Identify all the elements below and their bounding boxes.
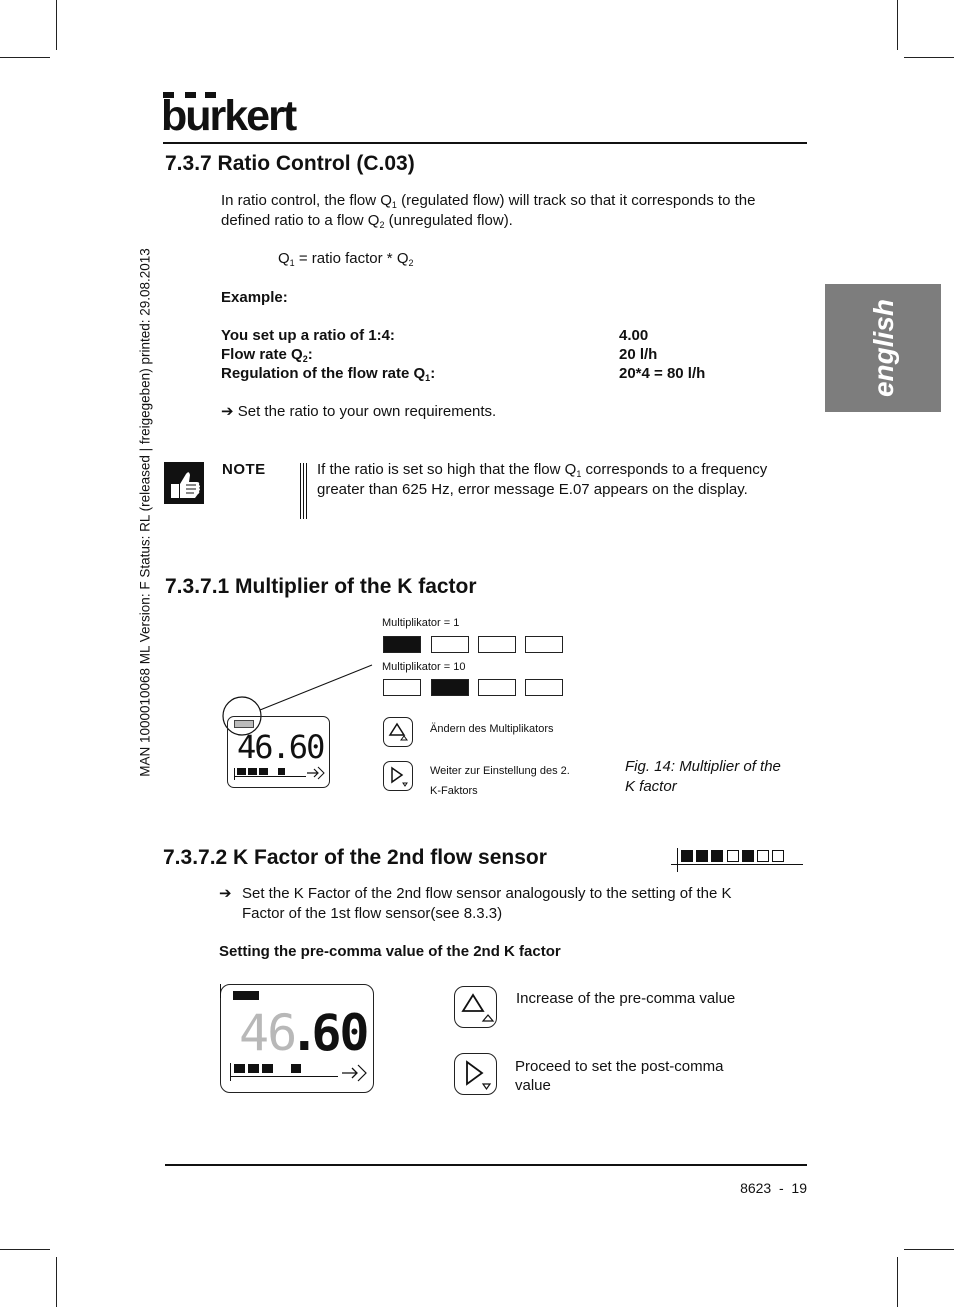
- increase-button-label: Increase of the pre-comma value: [516, 990, 736, 1007]
- mult10-label: Multiplikator = 10: [382, 661, 466, 673]
- indicator-segment: [431, 636, 469, 653]
- subheading-pre-comma: Setting the pre-comma value of the 2nd K factor: [219, 943, 561, 960]
- multiplier-indicator: [234, 720, 254, 728]
- indicator-segment: [525, 679, 563, 696]
- note-text: If the ratio is set so high that the flow $Q_1$ corresponds to a frequency greater than 625 Hz, error message E.07 appears on the display.: [317, 461, 768, 498]
- header-rule: [163, 142, 807, 144]
- crop-mark: [904, 57, 954, 58]
- intro-paragraph: In ratio control, the flow $Q_1$ (regulated flow) will track so that it corresponds to the defined ratio to a flow $Q_2$ (unregulated flow).: [221, 192, 756, 230]
- status-bar: [230, 1063, 340, 1079]
- crop-mark: [904, 1249, 954, 1250]
- up-button[interactable]: [383, 717, 413, 747]
- burkert-logo: [163, 92, 338, 142]
- mult1-label: Multiplikator = 1: [382, 617, 460, 629]
- section-title-multiplier: 7.3.7.1 Multiplier of the K factor: [165, 575, 477, 598]
- display-panel-large: [220, 984, 374, 1093]
- display-value-large: 46.60: [239, 1004, 368, 1062]
- indicator-segment: [383, 679, 421, 696]
- language-tab-label: english: [868, 299, 899, 398]
- crop-mark: [897, 1257, 898, 1307]
- example-table: [221, 326, 781, 383]
- crop-mark: [0, 57, 50, 58]
- section-title-k-factor-2: 7.3.7.2 K Factor of the 2nd flow sensor: [163, 846, 547, 869]
- menu-position-indicator: [671, 848, 803, 874]
- ratio-formula: $Q_1$ = ratio factor * $Q_2$: [278, 250, 414, 268]
- crop-mark: [0, 1249, 50, 1250]
- example-row: Regulation of the flow rate $Q_1$: 20*4 = 80 l/h: [221, 365, 706, 383]
- increase-button[interactable]: [454, 986, 497, 1028]
- multiplier-indicator: [233, 991, 259, 1000]
- note-divider: [300, 463, 304, 519]
- note-divider: [306, 463, 307, 519]
- crop-mark: [56, 1257, 57, 1307]
- indicator-segment: [478, 636, 516, 653]
- crop-mark: [897, 0, 898, 50]
- indicator-segment-filled: [431, 679, 469, 696]
- indicator-segment: [525, 636, 563, 653]
- page-number: 8623 - 19: [740, 1180, 807, 1196]
- arrow-right-icon: ➔: [221, 403, 234, 420]
- instruction-item: ➔ Set the K Factor of the 2nd flow sensor analogously to the setting of the K Factor of the 1st flow sensor(see 8.3.3): [219, 885, 732, 922]
- proceed-button[interactable]: [454, 1053, 497, 1095]
- next-button-label: Weiter zur Einstellung des 2. K-Faktors: [430, 765, 570, 797]
- note-label: NOTE: [222, 461, 266, 478]
- logo-text: burkert: [161, 92, 296, 140]
- indicator-segment-filled: [383, 636, 421, 653]
- indicator-segment: [478, 679, 516, 696]
- example-row: You set up a ratio of 1:4: 4.00: [221, 327, 649, 344]
- thumbs-up-icon: [164, 462, 204, 504]
- section-title-ratio-control: 7.3.7 Ratio Control (C.03): [165, 152, 415, 175]
- up-button-label: Ändern des Multiplikators: [430, 723, 554, 735]
- enter-icon: [341, 1063, 369, 1083]
- display-panel: [227, 716, 330, 788]
- example-row: Flow rate $Q_2$: 20 l/h: [221, 346, 658, 364]
- document-status-text: MAN 1000010068 ML Version: F Status: RL (released | freigegeben) printed: 29.08.2013: [137, 248, 153, 777]
- status-bar: [234, 768, 296, 776]
- example-label: Example:: [221, 289, 288, 306]
- crop-mark: [56, 0, 57, 50]
- next-button[interactable]: [383, 761, 413, 791]
- display-value: 46.60: [237, 728, 324, 766]
- language-tab: [825, 284, 941, 412]
- figure-caption: Fig. 14: Multiplier of the K factor: [625, 758, 781, 795]
- footer-rule: [165, 1164, 807, 1166]
- proceed-button-label: Proceed to set the post-comma value: [515, 1058, 724, 1094]
- enter-icon: [306, 766, 326, 780]
- arrow-right-icon: ➔: [219, 885, 232, 902]
- instruction-item: ➔ Set the ratio to your own requirements.: [221, 403, 497, 420]
